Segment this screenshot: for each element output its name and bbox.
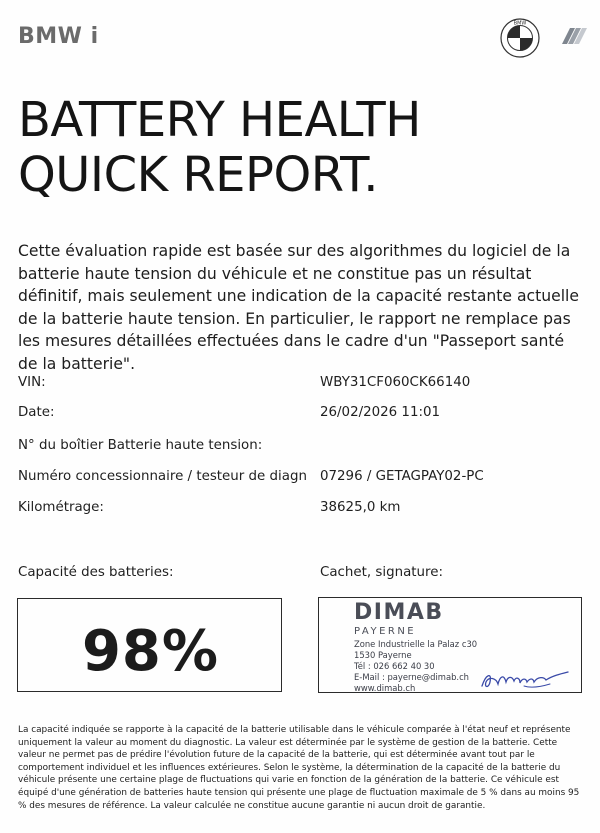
capacity-value: 98% bbox=[81, 619, 220, 684]
bmw-roundel-icon bbox=[500, 18, 540, 58]
dealer-number-value: 07296 / GETAGPAY02-PC bbox=[320, 469, 484, 484]
mileage-value: 38625,0 km bbox=[320, 500, 401, 515]
handwritten-signature-icon bbox=[480, 666, 570, 692]
report-title bbox=[18, 93, 421, 203]
vin-label: VIN: bbox=[18, 375, 46, 390]
report-title-line-2: QUICK REPORT. bbox=[18, 147, 378, 203]
date-label: Date: bbox=[18, 405, 55, 420]
roundel-letters: BMW bbox=[513, 20, 527, 27]
mileage-label: Kilométrage: bbox=[18, 500, 104, 515]
capacity-label: Capacité des batteries: bbox=[18, 565, 174, 580]
stamp-phone: Tél : 026 662 40 30 bbox=[354, 661, 435, 671]
report-title-line-1: BATTERY HEALTH bbox=[18, 92, 421, 148]
stamp-email: E-Mail : payerne@dimab.ch bbox=[354, 672, 469, 682]
battery-box-number-label: N° du boîtier Batterie haute tension: bbox=[18, 438, 263, 453]
stamp-city: PAYERNE bbox=[354, 626, 417, 637]
bmw-i-stripes-icon bbox=[560, 26, 590, 46]
dealer-number-label: Numéro concessionnaire / testeur de diagn bbox=[18, 469, 307, 484]
stamp-address: Zone Industrielle la Palaz c30 bbox=[354, 639, 478, 649]
date-value: 26/02/2026 11:01 bbox=[320, 405, 441, 420]
disclaimer-text: La capacité indiquée se rapporte à la capacité de la batterie utilisable dans le véhicule comparée à l'état neuf et représente uniquement la valeur au moment du diagnostic. La valeur est déterminée par le système de gestion de la batterie. Cette valeur ne permet pas de prédire l'évolution future de la capacité de la batterie, qui est déterminée avant tout par le comportement individuel et les influences extérieures. Selon le système, la détermination de la capacité de la batterie du véhicule présente une certaine plage de fluctuations qui varie en fonction de la génération de la batterie. Ce véhicule est équipé d'une génération de batteries haute tension qui présente une plage de fluctuation maximale de 5 % dans au moins 95 % des mesures de référence. La valeur calculée ne constitue aucune garantie ni aucun droit de garantie. bbox=[18, 725, 580, 811]
stamp-signature-label: Cachet, signature: bbox=[320, 565, 443, 580]
capacity-box bbox=[17, 598, 282, 692]
vin-value: WBY31CF060CK66140 bbox=[320, 375, 471, 390]
stamp-website: www.dimab.ch bbox=[354, 683, 416, 693]
stamp-company-name: DIMAB bbox=[354, 600, 444, 625]
stamp-postcode: 1530 Payerne bbox=[354, 650, 412, 660]
intro-paragraph: Cette évaluation rapide est basée sur des algorithmes du logiciel de la batterie haute tension du véhicule et ne constitue pas un résultat définitif, mais seulement une indication de la capacité restante actuelle de la batterie haute tension. En particulier, le rapport ne remplace pas les mesures détaillées effectuées dans le cadre d'un "Passeport santé de la batterie". bbox=[18, 242, 579, 373]
dealer-stamp bbox=[320, 598, 580, 692]
brand-logo-text: BMW i bbox=[18, 24, 99, 49]
